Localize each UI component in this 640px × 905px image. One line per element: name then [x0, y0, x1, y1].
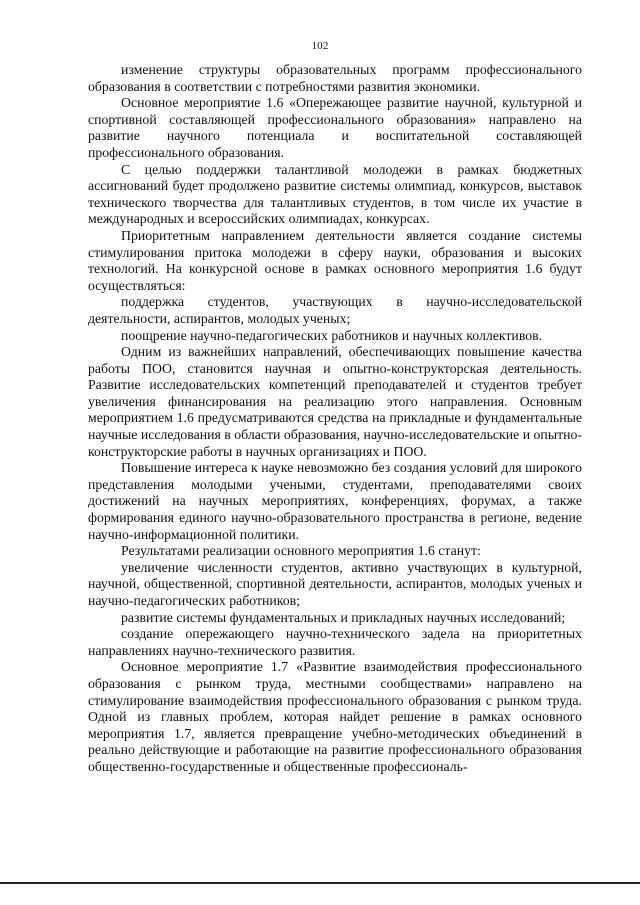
paragraph-5: поддержка студентов, участвующих в научно-исследовательской деятельности, аспирантов, молодых ученых;	[88, 294, 582, 326]
paragraph-12: создание опережающего научно-технического задела на приоритетных направлениях научно-технического развития.	[88, 626, 582, 658]
paragraph-2: Основное мероприятие 1.6 «Опережающее развитие научной, культурной и спортивной составляющей профессионального образования» направлено на развитие научного потенциала и воспитательной составляющей профессионального образования.	[88, 95, 582, 160]
paragraph-3: С целью поддержки талантливой молодежи в рамках бюджетных ассигнований будет продолжено развитие системы олимпиад, конкурсов, выставок технического творчества для талантливых студентов, в том числе их участие в международных и всероссийских олимпиадах, конкурсах.	[88, 161, 582, 227]
paragraph-10: увеличение численности студентов, активно участвующих в культурной, научной, общественной, спортивной деятельности, аспирантов, молодых ученых и научно-педагогических работников;	[88, 559, 582, 608]
document-body	[88, 62, 582, 776]
paragraph-9: Результатами реализации основного мероприятия 1.6 станут:	[121, 543, 481, 559]
page-number: 102	[311, 40, 329, 52]
paragraph-13: Основное мероприятие 1.7 «Развитие взаимодействия профессионального образования с рынком труда, местными сообществами» направлено на стимулирование взаимодействия профессионального образования с рынком труда. Одной из главных проблем, которая найдет решение в рамках основного мероприятия 1.7, является превращение учебно-методических объединений в реально действующие и работающие на развитие профессионального образования общественно-государственные и общественные профессиональ-	[88, 659, 582, 774]
paragraph-4: Приоритетным направлением деятельности является создание системы стимулирования притока молодежи в сферу науки, образования и высоких технологий. На конкурсной основе в рамках основного мероприятия 1.6 будут осуществляться:	[88, 227, 582, 293]
paragraph-11: развитие системы фундаментальных и прикладных научных исследований;	[121, 609, 566, 625]
paragraph-1: изменение структуры образовательных программ профессионального образования в соответствии с потребностями развития экономики.	[88, 62, 582, 94]
paragraph-6: поощрение научно-педагогических работников и научных коллективов.	[121, 327, 543, 343]
paragraph-7: Одним из важнейших направлений, обеспечивающих повышение качества работы ПОО, становится научная и опытно-конструкторская деятельность. Развитие исследовательских компетенций преподавателей и студентов требует увеличения финансирования на реализацию этого направления. Основным мероприятием 1.6 предусматриваются средства на прикладные и фундаментальные научные исследования в области образования, научно-исследовательские и опытно-конструкторские работы в научных организациях и ПОО.	[88, 344, 582, 459]
bottom-rule	[0, 882, 640, 884]
paragraph-8: Повышение интереса к науке невозможно без создания условий для широкого представления молодыми учеными, студентами, преподавателями своих достижений на научных мероприятиях, конференциях, форумах, а также формирования единого научно-образовательного пространства в регионе, ведение научно-информационной политики.	[88, 460, 582, 542]
